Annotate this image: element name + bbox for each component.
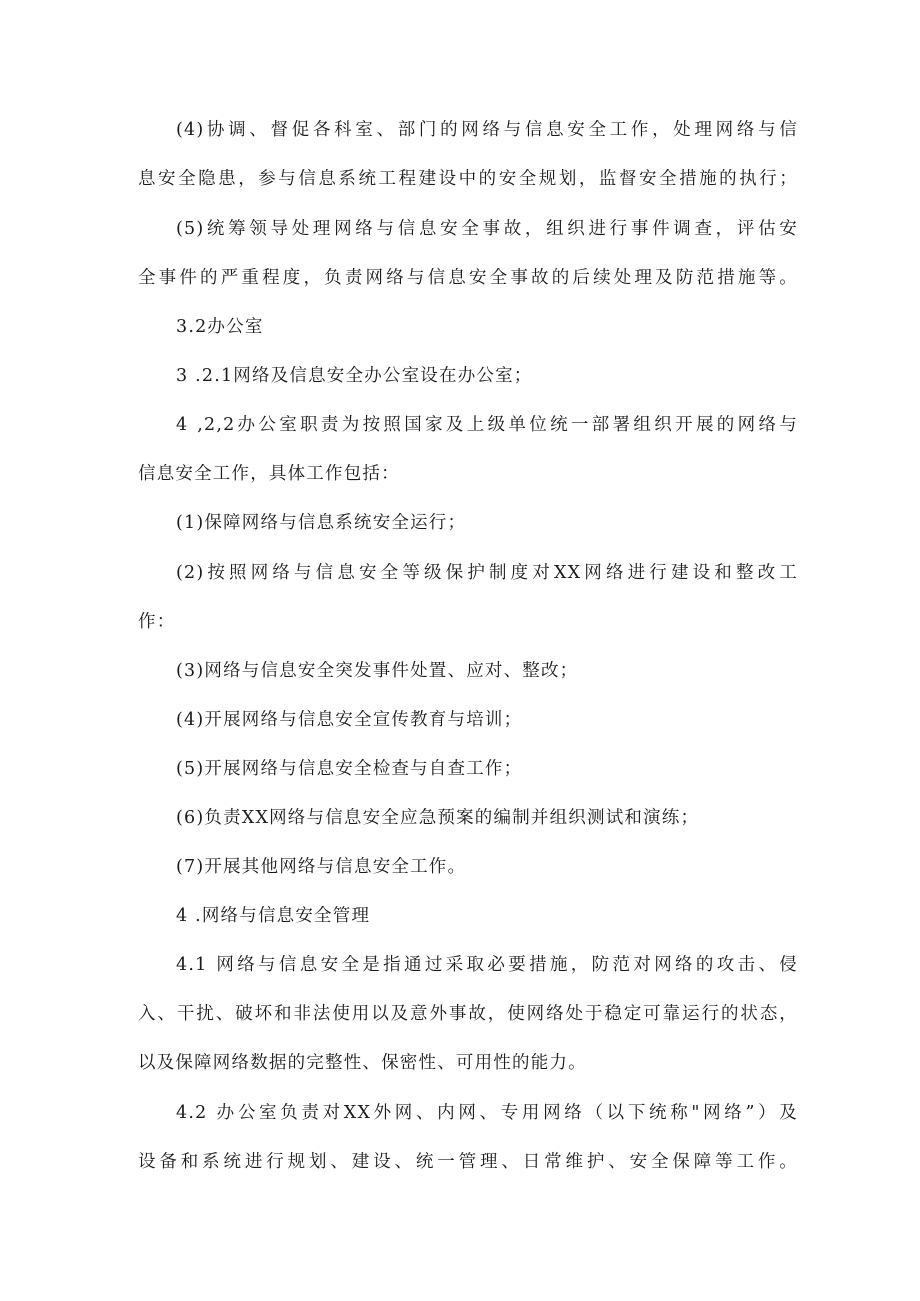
paragraph-line: 设备和系统进行规划、建设、统一管理、日常维护、安全保障等工作。 bbox=[138, 1152, 798, 1172]
paragraph-line: 4.2 办公室负责对XX外网、内网、专用网络（以下统称"网络”）及 bbox=[176, 1103, 798, 1123]
list-item: (5)开展网络与信息安全检查与自查工作； bbox=[176, 759, 523, 779]
section-heading: 4 .网络与信息安全管理 bbox=[176, 906, 371, 926]
list-item: (7)开展其他网络与信息安全工作。 bbox=[176, 857, 467, 877]
paragraph-line: 4 ,2,2办公室职责为按照国家及上级单位统一部署组织开展的网络与 bbox=[176, 415, 798, 435]
list-item: (1)保障网络与信息系统安全运行； bbox=[176, 513, 467, 533]
paragraph-line: (5)统筹领导处理网络与信息安全事故，组织进行事件调查，评估安 bbox=[176, 219, 798, 239]
paragraph-line: 4.1 网络与信息安全是指通过采取必要措施，防范对网络的攻击、侵 bbox=[176, 955, 798, 975]
list-item: (2)按照网络与信息安全等级保护制度对XX网络进行建设和整改工 bbox=[176, 563, 798, 583]
section-heading: 3.2办公室 bbox=[176, 317, 264, 337]
paragraph-line: 息安全隐患，参与信息系统工程建设中的安全规划，监督安全措施的执行； bbox=[138, 169, 798, 189]
list-item: (6)负责XX网络与信息安全应急预案的编制并组织测试和演练； bbox=[176, 808, 700, 828]
paragraph-line: 3 .2.1网络及信息安全办公室设在办公室； bbox=[176, 366, 533, 386]
list-item: (3)网络与信息安全突发事件处置、应对、整改； bbox=[176, 661, 579, 681]
list-item: (4)开展网络与信息安全宣传教育与培训； bbox=[176, 710, 523, 730]
list-item-continuation: 作： bbox=[138, 612, 176, 632]
paragraph-line: 入、干扰、破坏和非法使用以及意外事故，使网络处于稳定可靠运行的状态， bbox=[138, 1004, 798, 1024]
paragraph-line: 信息安全工作，具体工作包括： bbox=[138, 464, 400, 484]
paragraph-line: (4)协调、督促各科室、部门的网络与信息安全工作，处理网络与信 bbox=[176, 120, 798, 140]
paragraph-line: 全事件的严重程度，负责网络与信息安全事故的后续处理及防范措施等。 bbox=[138, 268, 798, 288]
paragraph-line: 以及保障网络数据的完整性、保密性、可用性的能力。 bbox=[138, 1053, 587, 1073]
